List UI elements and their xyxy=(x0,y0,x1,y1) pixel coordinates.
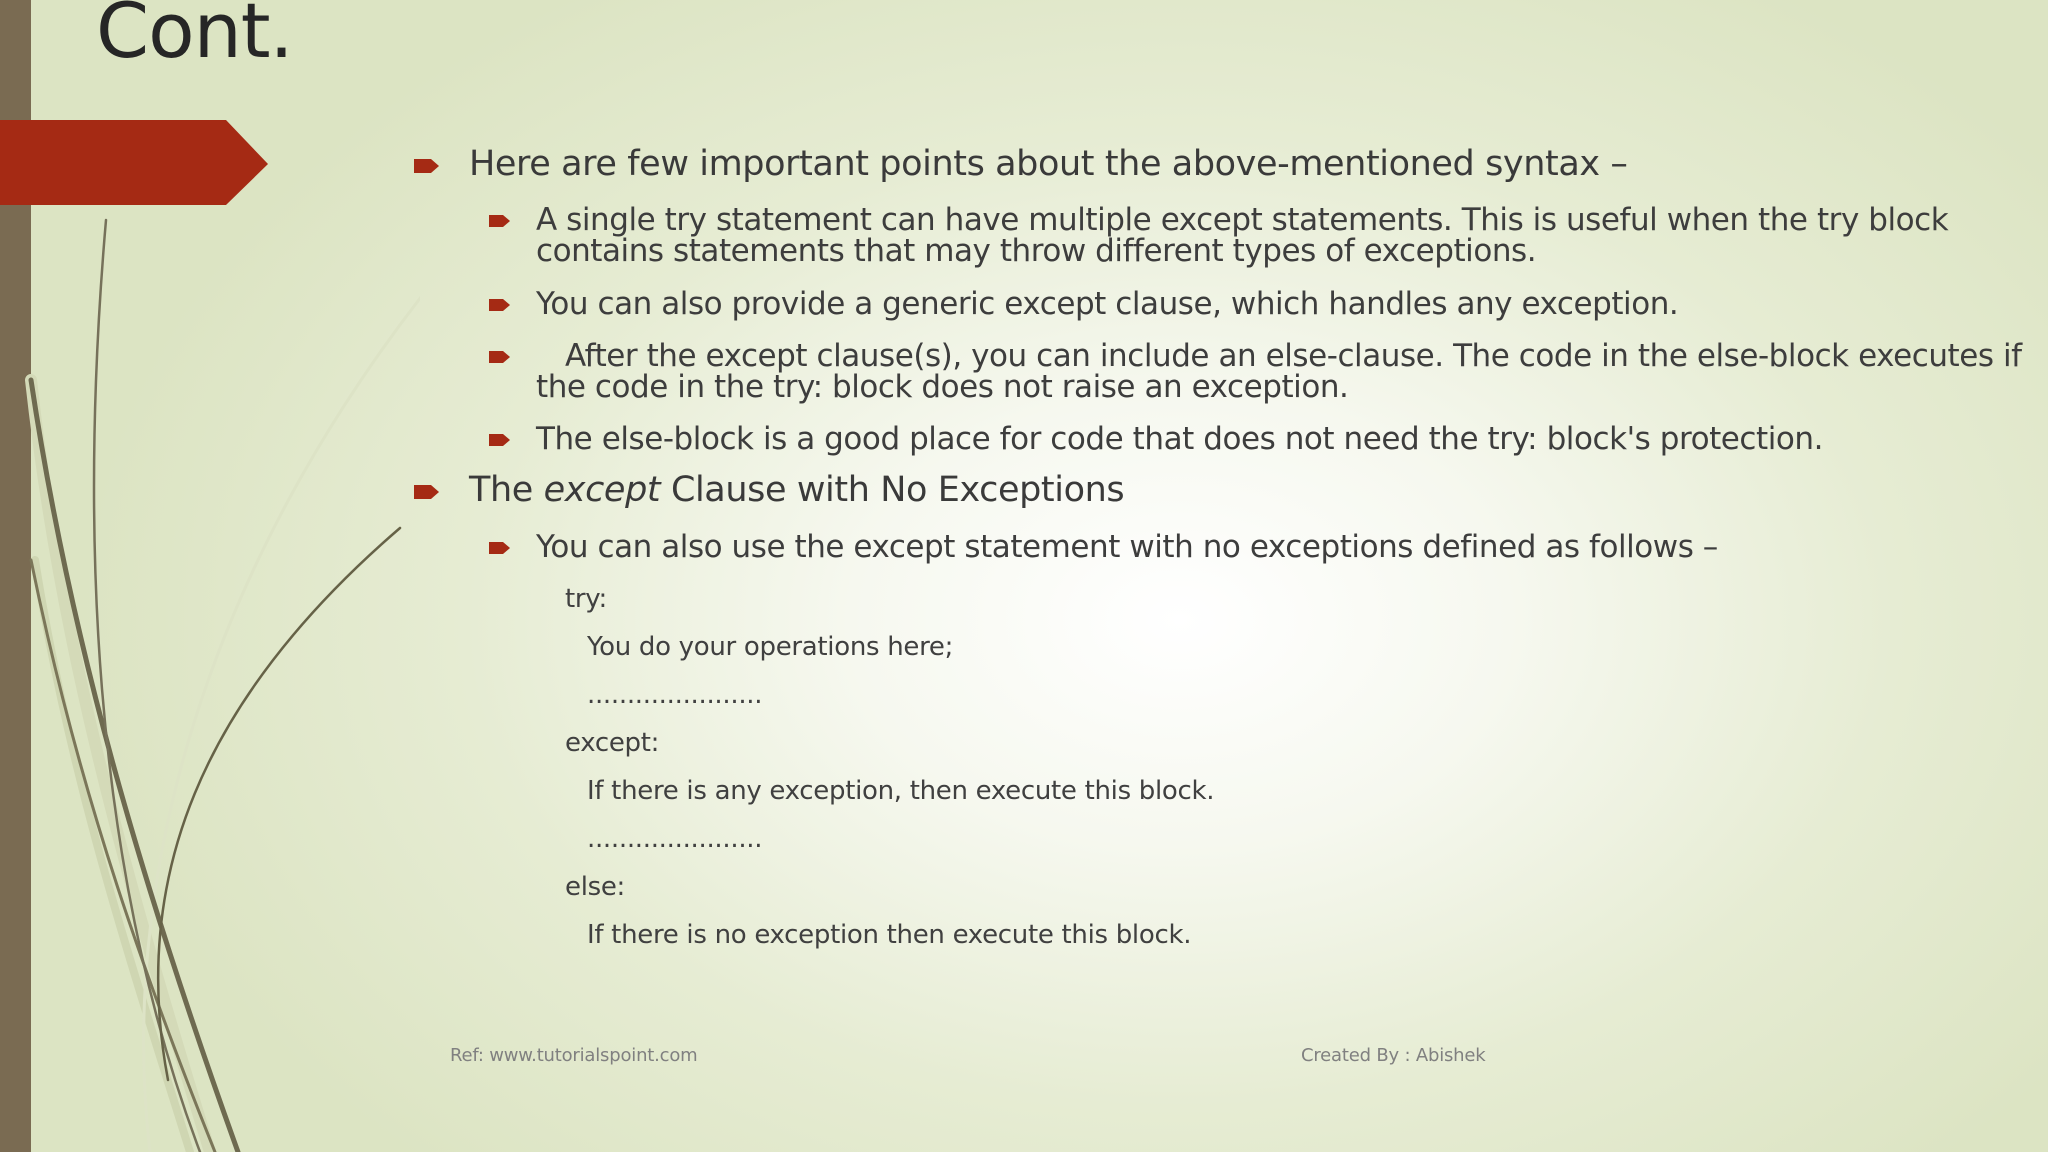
arrow-bullet-icon xyxy=(489,297,511,313)
bullet-text-no-exceptions-defined: You can also use the except statement with no exceptions defined as follows – xyxy=(536,529,1718,565)
arrow-bullet-icon xyxy=(489,213,511,229)
bullet-text-multiple-except-cont: contains statements that may throw different types of exceptions. xyxy=(536,233,1537,269)
heading-italic-except: except xyxy=(543,470,661,510)
heading-prefix: The xyxy=(469,470,533,510)
code-line-no-exception-block: If there is no exception then execute this block. xyxy=(587,920,1192,950)
code-line-ellipsis: ...................... xyxy=(587,824,763,854)
arrow-bullet-icon xyxy=(489,540,511,556)
bullet-text-multiple-except: A single try statement can have multiple except statements. This is useful when the try block xyxy=(536,202,1949,238)
code-line-try: try: xyxy=(565,584,607,614)
footer-credit: Created By : Abishek xyxy=(1301,1045,1486,1066)
code-line-operations: You do your operations here; xyxy=(587,632,954,662)
bullet-text-except-no-exceptions xyxy=(469,470,1124,510)
code-line-else: else: xyxy=(565,872,626,902)
decorative-curves xyxy=(0,0,420,1152)
bullet-text-points-intro: Here are few important points about the above-mentioned syntax – xyxy=(469,144,1628,184)
bullet-text-else-clause: After the except clause(s), you can include an else-clause. The code in the else-block executes if xyxy=(565,338,2022,374)
footer-reference: Ref: www.tutorialspoint.com xyxy=(450,1045,698,1066)
arrow-bullet-icon xyxy=(414,157,440,175)
arrow-bullet-icon xyxy=(489,349,511,365)
code-line-except: except: xyxy=(565,728,660,758)
arrow-bullet-icon xyxy=(414,483,440,501)
code-line-exception-block: If there is any exception, then execute this block. xyxy=(587,776,1215,806)
bullet-text-else-block: The else-block is a good place for code that does not need the try: block's protection. xyxy=(536,421,1824,457)
slide-title: Cont. xyxy=(96,0,293,75)
bullet-text-else-clause-cont: the code in the try: block does not raise an exception. xyxy=(536,369,1349,405)
heading-suffix: Clause with No Exceptions xyxy=(670,470,1125,510)
code-line-ellipsis: ...................... xyxy=(587,680,763,710)
arrow-banner-shape xyxy=(0,120,268,205)
arrow-bullet-icon xyxy=(489,432,511,448)
bullet-text-generic-except: You can also provide a generic except clause, which handles any exception. xyxy=(536,286,1679,322)
